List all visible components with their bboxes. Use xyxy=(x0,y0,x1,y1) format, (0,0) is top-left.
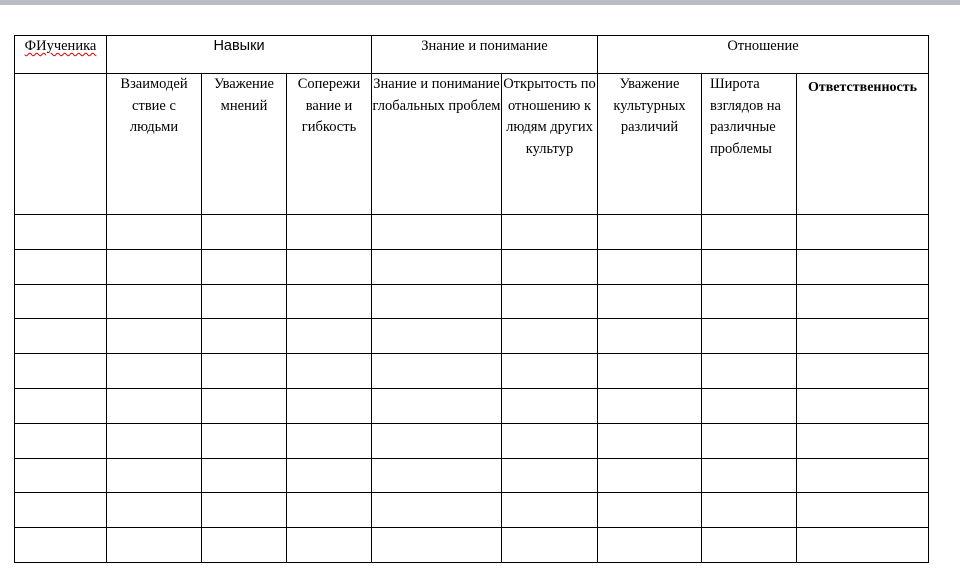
table-cell[interactable] xyxy=(372,493,502,528)
table-cell[interactable] xyxy=(702,493,797,528)
table-cell[interactable] xyxy=(598,493,702,528)
table-cell[interactable] xyxy=(797,528,929,563)
table-cell[interactable] xyxy=(702,249,797,284)
header-group-knowledge: Знание и понимание xyxy=(372,36,598,74)
table-cell[interactable] xyxy=(15,528,107,563)
table-cell[interactable] xyxy=(797,458,929,493)
table-cell[interactable] xyxy=(202,284,287,319)
table-cell[interactable] xyxy=(502,423,598,458)
table-cell[interactable] xyxy=(15,493,107,528)
table-cell[interactable] xyxy=(287,249,372,284)
table-cell[interactable] xyxy=(287,423,372,458)
table-cell[interactable] xyxy=(287,215,372,250)
table-cell[interactable] xyxy=(15,215,107,250)
col-header-interaction: Взаимодей ствие с людьми xyxy=(107,74,202,215)
table-cell[interactable] xyxy=(797,319,929,354)
col-header-responsibility: Ответственность xyxy=(797,74,929,215)
col-header-empathy: Сопережи вание и гибкость xyxy=(287,74,372,215)
table-cell[interactable] xyxy=(202,458,287,493)
table-row xyxy=(15,423,929,458)
table-row xyxy=(15,493,929,528)
table-cell[interactable] xyxy=(107,354,202,389)
table-cell[interactable] xyxy=(15,319,107,354)
table-cell[interactable] xyxy=(372,528,502,563)
table-cell[interactable] xyxy=(502,319,598,354)
table-cell[interactable] xyxy=(502,493,598,528)
assessment-table xyxy=(14,35,929,563)
table-cell[interactable] xyxy=(372,284,502,319)
table-row xyxy=(15,319,929,354)
table-cell[interactable] xyxy=(287,493,372,528)
col-header-respect-differences: Уважение культурных различий xyxy=(598,74,702,215)
header-blank-cell xyxy=(15,74,107,215)
table-cell[interactable] xyxy=(372,423,502,458)
table-cell[interactable] xyxy=(797,284,929,319)
table-cell[interactable] xyxy=(372,319,502,354)
table-row xyxy=(15,354,929,389)
table-cell[interactable] xyxy=(202,249,287,284)
table-cell[interactable] xyxy=(598,458,702,493)
table-cell[interactable] xyxy=(502,284,598,319)
table-cell[interactable] xyxy=(107,319,202,354)
table-cell[interactable] xyxy=(107,388,202,423)
table-cell[interactable] xyxy=(797,493,929,528)
col-header-global-problems: Знание и понимание глобальных проблем xyxy=(372,74,502,215)
table-cell[interactable] xyxy=(502,354,598,389)
header-group-skills: Навыки xyxy=(107,36,372,74)
table-cell[interactable] xyxy=(702,423,797,458)
header-row-columns xyxy=(15,74,929,215)
table-cell[interactable] xyxy=(598,319,702,354)
table-row xyxy=(15,458,929,493)
col-header-broad-views: Широта взглядов на различные проблемы xyxy=(702,74,797,215)
table-cell[interactable] xyxy=(372,388,502,423)
table-cell[interactable] xyxy=(202,354,287,389)
table-cell[interactable] xyxy=(702,458,797,493)
table-cell[interactable] xyxy=(202,388,287,423)
table-cell[interactable] xyxy=(107,493,202,528)
table-row xyxy=(15,284,929,319)
table-cell[interactable] xyxy=(598,284,702,319)
table-cell[interactable] xyxy=(502,528,598,563)
table-cell[interactable] xyxy=(598,215,702,250)
table-cell[interactable] xyxy=(107,458,202,493)
table-cell[interactable] xyxy=(702,319,797,354)
table-cell[interactable] xyxy=(372,458,502,493)
table-cell[interactable] xyxy=(15,249,107,284)
header-fio: ФИученика xyxy=(15,36,107,74)
table-cell[interactable] xyxy=(598,249,702,284)
table-cell[interactable] xyxy=(202,215,287,250)
table-cell[interactable] xyxy=(287,319,372,354)
col-header-respect-opinions: Уважение мнений xyxy=(202,74,287,215)
table-cell[interactable] xyxy=(202,493,287,528)
table-cell[interactable] xyxy=(15,354,107,389)
table-cell[interactable] xyxy=(107,215,202,250)
table-cell[interactable] xyxy=(372,354,502,389)
table-cell[interactable] xyxy=(107,249,202,284)
table-cell[interactable] xyxy=(797,215,929,250)
table-cell[interactable] xyxy=(15,388,107,423)
table-cell[interactable] xyxy=(287,354,372,389)
table-cell[interactable] xyxy=(287,458,372,493)
table-body xyxy=(15,215,929,563)
table-cell[interactable] xyxy=(598,423,702,458)
table-cell[interactable] xyxy=(287,528,372,563)
table-cell[interactable] xyxy=(797,354,929,389)
header-group-attitude: Отношение xyxy=(598,36,929,74)
table-cell[interactable] xyxy=(372,249,502,284)
table-cell[interactable] xyxy=(502,458,598,493)
table-cell[interactable] xyxy=(107,528,202,563)
table-row xyxy=(15,388,929,423)
table-cell[interactable] xyxy=(702,354,797,389)
table-row xyxy=(15,215,929,250)
table-cell[interactable] xyxy=(107,423,202,458)
table-cell[interactable] xyxy=(598,528,702,563)
table-cell[interactable] xyxy=(797,249,929,284)
table-row xyxy=(15,249,929,284)
col-header-openness: Открытость по отношению к людям других культур xyxy=(502,74,598,215)
table-cell[interactable] xyxy=(15,284,107,319)
table-cell[interactable] xyxy=(15,458,107,493)
table-cell[interactable] xyxy=(702,528,797,563)
table-cell[interactable] xyxy=(502,249,598,284)
table-cell[interactable] xyxy=(702,388,797,423)
table-cell[interactable] xyxy=(502,215,598,250)
table-cell[interactable] xyxy=(598,388,702,423)
table-cell[interactable] xyxy=(797,423,929,458)
table-cell[interactable] xyxy=(502,388,598,423)
table-cell[interactable] xyxy=(702,215,797,250)
table-cell[interactable] xyxy=(598,354,702,389)
table-cell[interactable] xyxy=(107,284,202,319)
table-cell[interactable] xyxy=(372,215,502,250)
table-cell[interactable] xyxy=(287,388,372,423)
table-cell[interactable] xyxy=(202,319,287,354)
table-cell[interactable] xyxy=(702,284,797,319)
window-top-bar xyxy=(0,0,960,5)
table-cell[interactable] xyxy=(202,528,287,563)
table-cell[interactable] xyxy=(15,423,107,458)
table-cell[interactable] xyxy=(797,388,929,423)
table-row xyxy=(15,528,929,563)
header-row-groups xyxy=(15,36,929,74)
table-cell[interactable] xyxy=(202,423,287,458)
table-cell[interactable] xyxy=(287,284,372,319)
